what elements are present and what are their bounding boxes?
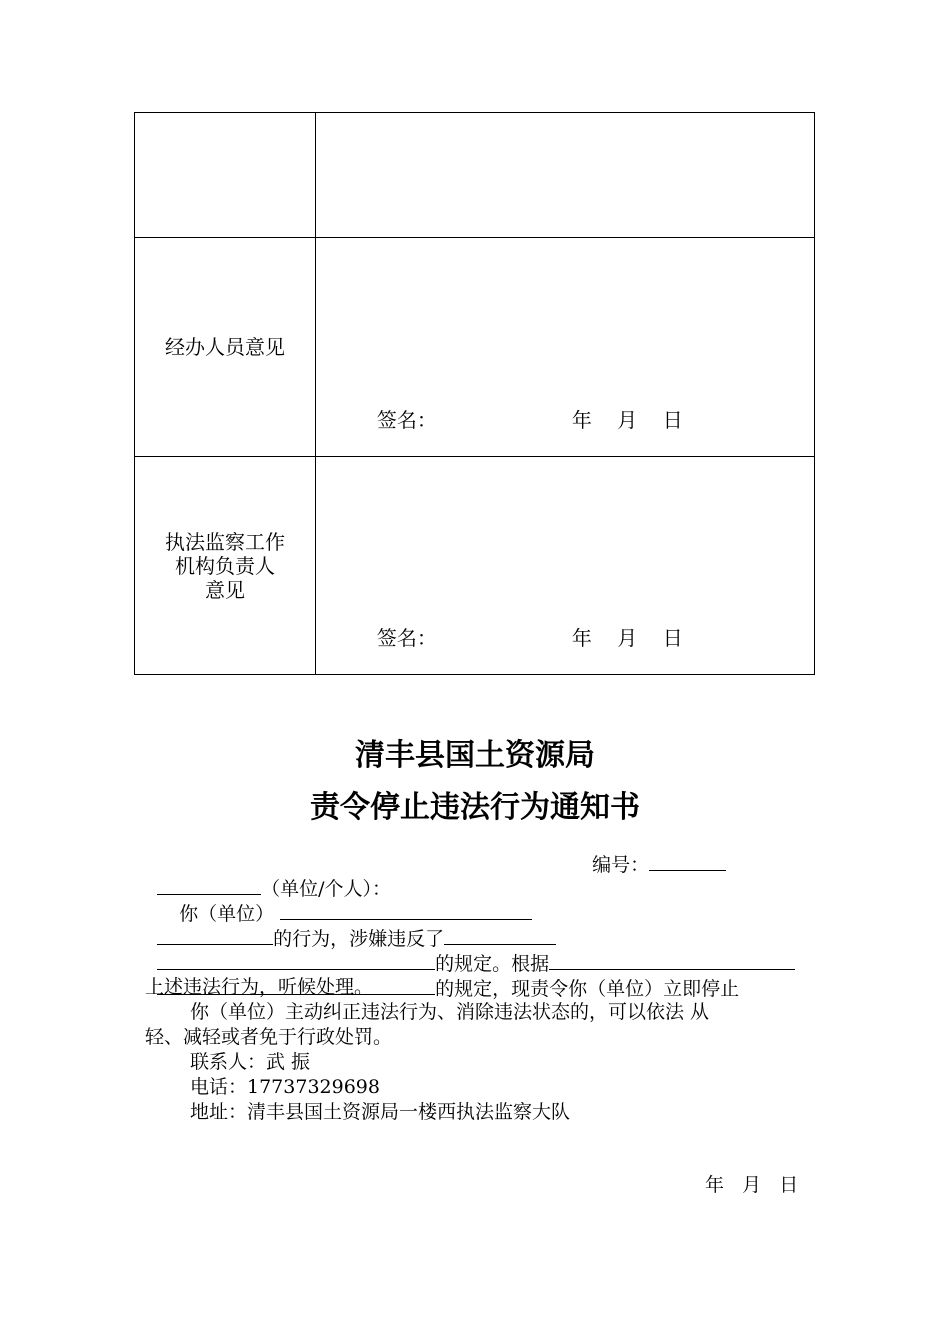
behavior-text: 的行为，涉嫌违反了 bbox=[273, 928, 445, 950]
order-text: 的规定，现责令你（单位）立即停止 bbox=[435, 978, 740, 1000]
address-line: 地址：清丰县国土资源局一楼西执法监察大队 bbox=[190, 1101, 571, 1123]
number-label: 编号： bbox=[592, 854, 650, 876]
table-row bbox=[135, 113, 815, 238]
label-line: 执法监察工作 bbox=[165, 529, 285, 554]
handler-opinion-content bbox=[316, 238, 815, 457]
table-row bbox=[135, 457, 815, 675]
regulation-text: 的规定。根据 bbox=[435, 953, 550, 975]
row-label-empty bbox=[135, 113, 316, 238]
supervisor-opinion-label bbox=[135, 457, 316, 675]
order-cont-line: 上述违法行为，听候处理。 bbox=[145, 976, 374, 998]
contact-line: 联系人：武 振 bbox=[190, 1051, 311, 1073]
supervisor-opinion-content bbox=[316, 457, 815, 675]
phone-line: 电话：17737329698 bbox=[190, 1076, 380, 1098]
date-label: 年 月 日 bbox=[571, 626, 683, 650]
approval-table bbox=[134, 112, 815, 675]
notice-date: 年 月 日 bbox=[705, 1174, 799, 1196]
correction-line-2: 轻、减轻或者免于行政处罚。 bbox=[145, 1026, 393, 1048]
correction-line-1: 你（单位）主动纠正违法行为、消除违法状态的，可以依法 从 bbox=[190, 1001, 710, 1023]
row-content-empty bbox=[316, 113, 815, 238]
number-line bbox=[580, 826, 726, 877]
unit-label: 你（单位） bbox=[179, 903, 275, 925]
signature-label: 签名： bbox=[376, 626, 437, 650]
label-line: 意见 bbox=[205, 577, 245, 602]
number-blank bbox=[649, 850, 726, 871]
table-row bbox=[135, 238, 815, 457]
addressee-suffix: （单位/个人）： bbox=[261, 878, 391, 900]
signature-label: 签名： bbox=[376, 408, 437, 432]
handler-opinion-label: 经办人员意见 bbox=[135, 238, 316, 457]
date-label: 年 月 日 bbox=[571, 408, 683, 432]
notice-title-document: 责令停止违法行为通知书 bbox=[310, 790, 640, 825]
label-line: 机构负责人 bbox=[175, 553, 275, 578]
notice-title-agency: 清丰县国土资源局 bbox=[355, 738, 595, 773]
